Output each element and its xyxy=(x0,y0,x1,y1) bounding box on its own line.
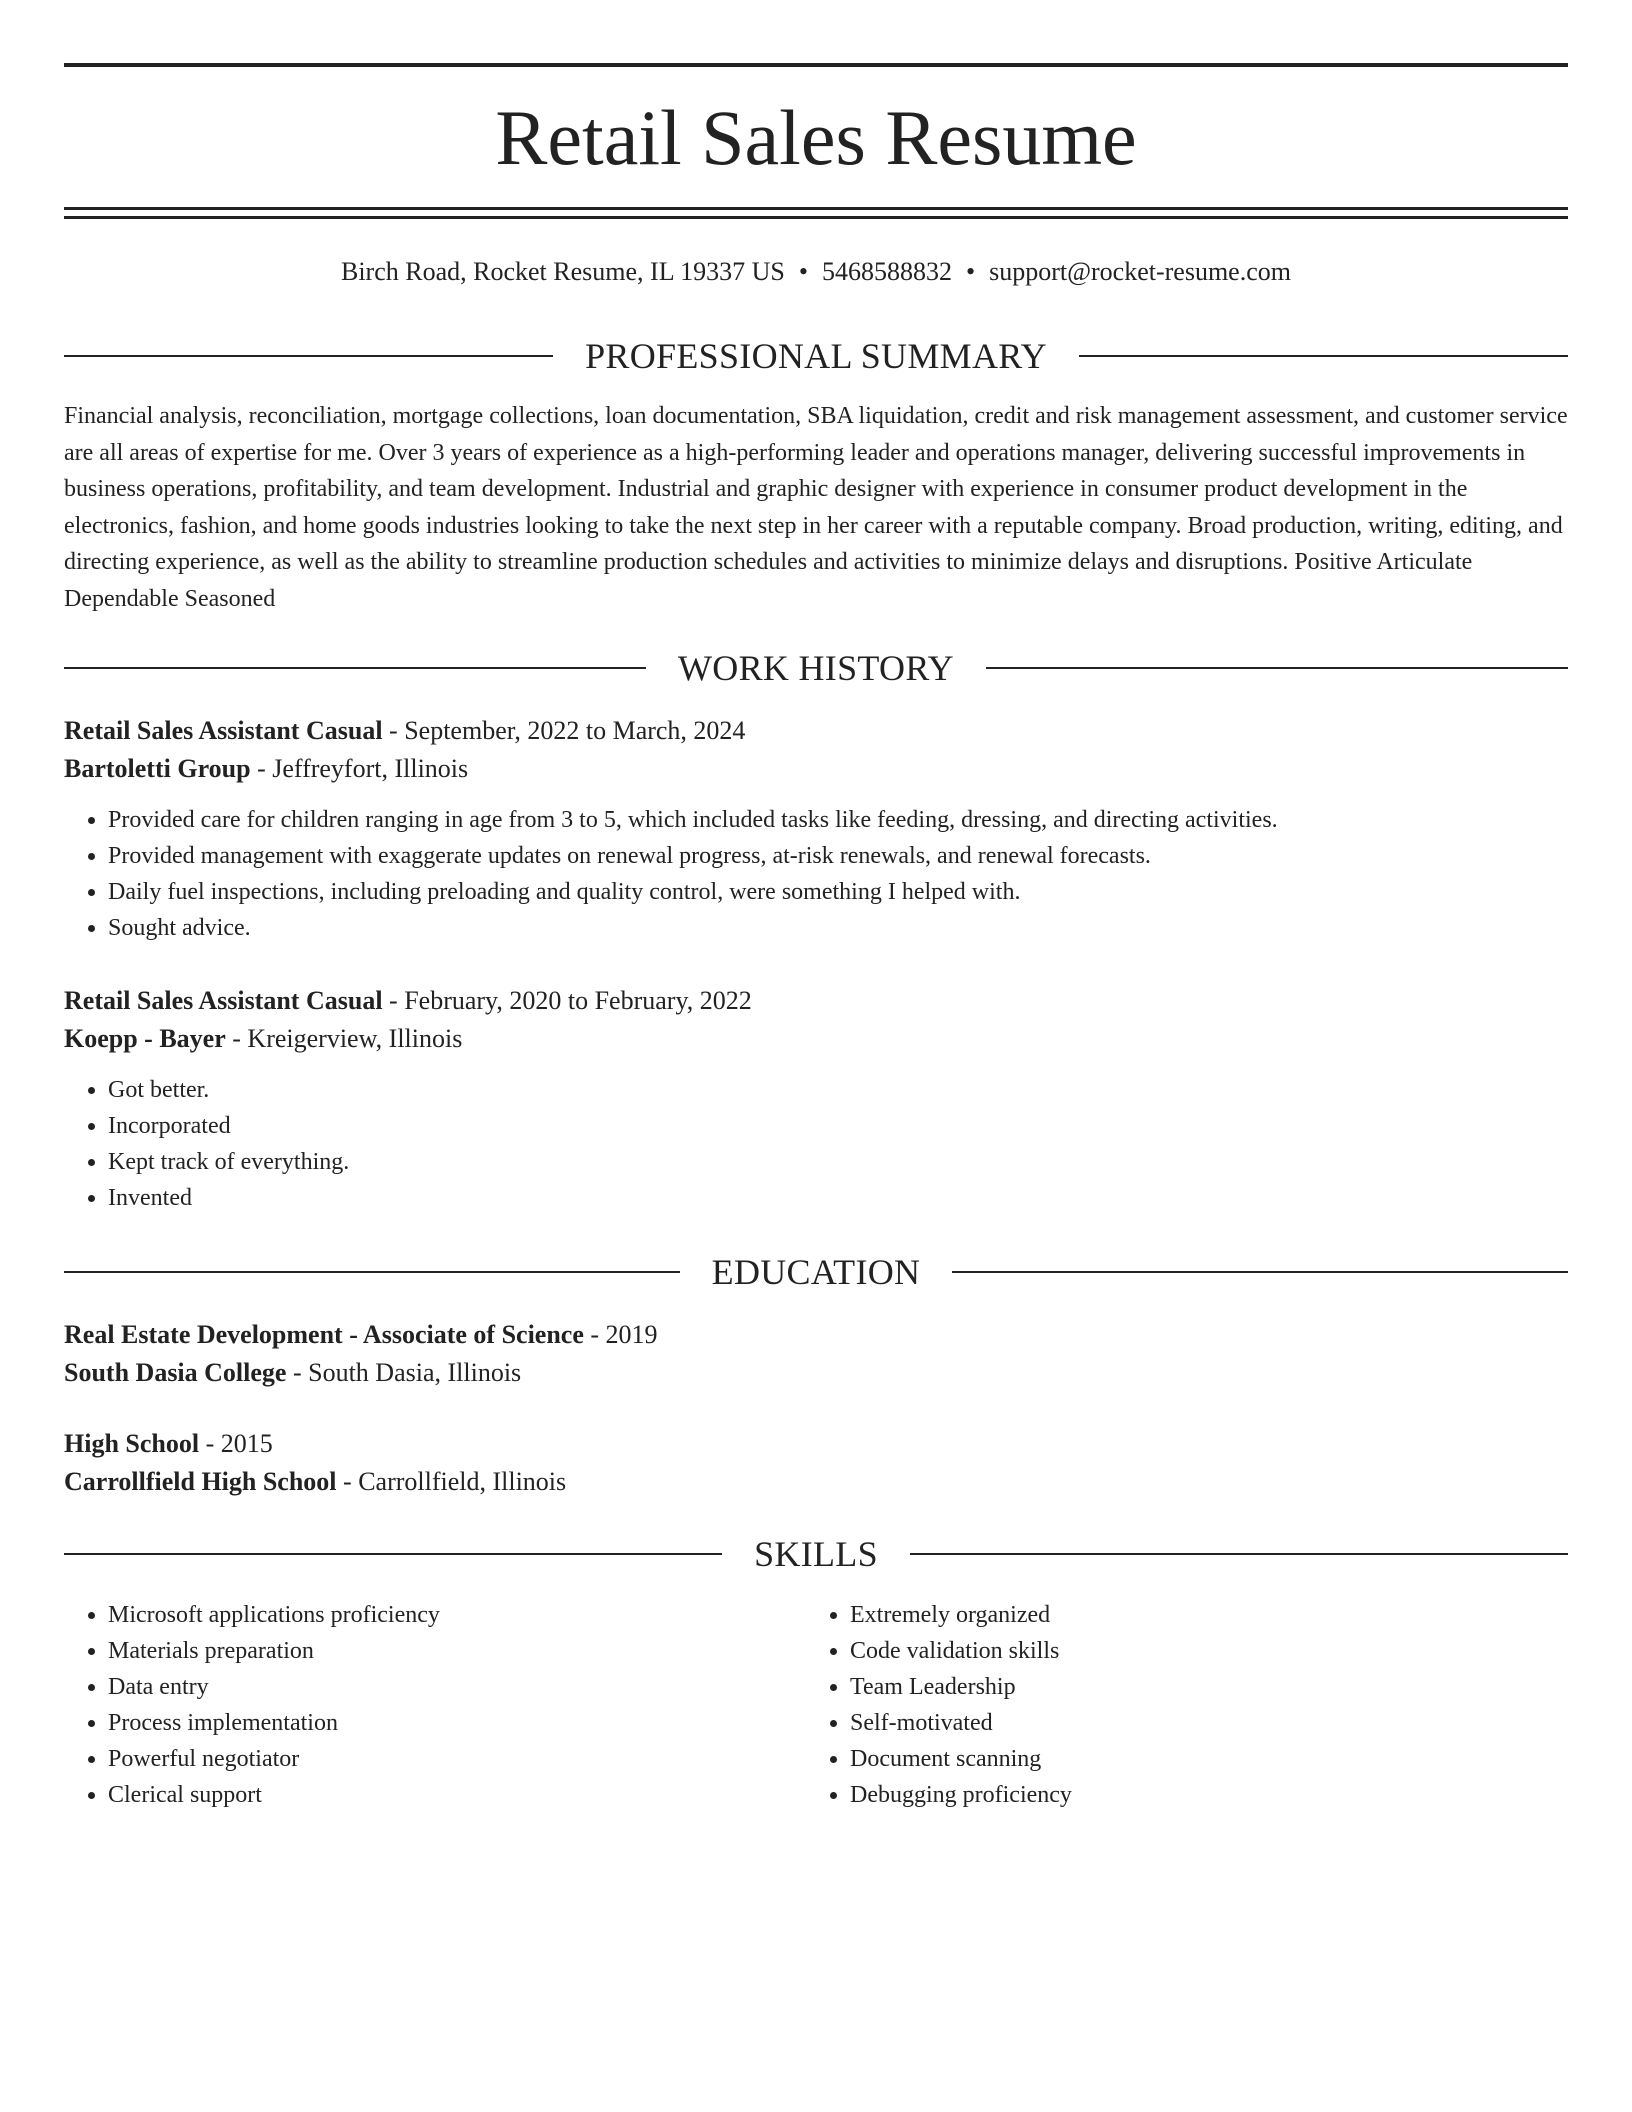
contact-separator: • xyxy=(965,257,976,286)
skill-item: • Debugging proficiency xyxy=(850,1777,1548,1813)
education-school: Carrollfield High School xyxy=(64,1467,337,1496)
job-bullet: • Got better. xyxy=(108,1072,1568,1108)
summary-text: Financial analysis, reconciliation, mortgage collections, loan documentation, SBA liquidation, credit and risk management assessment, and customer service are all areas of expertise for me. Over 3 years of experience as a high-performing leader and operations manager, delivering successful improvements in business operations, profitability, and team development. Industrial and graphic designer with experience in consumer product development in the electronics, fashion, and home goods industries looking to take the next step in her career with a reputable company. Broad production, writing, editing, and directing experience, as well as the ability to streamline production schedules and activities to minimize delays and disruptions. Positive Articulate Dependable Seasoned xyxy=(64,403,1568,612)
heading-rule-right xyxy=(1079,355,1568,357)
skills-list xyxy=(64,1597,1568,1813)
title-rule-upper xyxy=(64,207,1568,210)
contact-email: support@rocket-resume.com xyxy=(989,257,1291,286)
job-bullet: • Kept track of everything. xyxy=(108,1144,1568,1180)
education-entry xyxy=(64,1316,1568,1392)
skills-heading xyxy=(64,1532,1568,1576)
job-title-line xyxy=(64,982,1568,1020)
resume-title: Retail Sales Resume xyxy=(495,94,1137,181)
job-title: Retail Sales Assistant Casual xyxy=(64,716,383,745)
job-company-line xyxy=(64,750,1568,788)
work-heading xyxy=(64,646,1568,690)
job-bullets xyxy=(64,802,1568,946)
skill-item: • Process implementation xyxy=(108,1705,806,1741)
education-heading-label: EDUCATION xyxy=(711,1252,921,1292)
contact-line xyxy=(64,255,1568,289)
skill-item: • Document scanning xyxy=(850,1741,1548,1777)
education-location: - Carrollfield, Illinois xyxy=(336,1467,567,1496)
summary-heading xyxy=(64,334,1568,378)
education-degree-line xyxy=(64,1316,1568,1354)
job-bullet: • Provided care for children ranging in age from 3 to 5, which included tasks like feeding, dressing, and directing activities. xyxy=(108,802,1568,838)
work-heading-label: WORK HISTORY xyxy=(678,648,954,688)
job-entry xyxy=(64,982,1568,1216)
contact-separator: • xyxy=(798,257,808,286)
contact-address: Birch Road, Rocket Resume, IL 19337 US xyxy=(340,257,785,286)
heading-rule-right xyxy=(910,1553,1568,1555)
job-location: - Jeffreyfort, Illinois xyxy=(250,754,469,783)
job-dates: - February, 2020 to February, 2022 xyxy=(382,986,752,1015)
title-rule-lower xyxy=(64,216,1568,219)
skill-item: • Data entry xyxy=(108,1669,806,1705)
job-location: - Kreigerview, Illinois xyxy=(225,1024,463,1053)
education-entry xyxy=(64,1425,1568,1501)
education-location: - South Dasia, Illinois xyxy=(286,1358,522,1387)
skills-column-right xyxy=(806,1597,1548,1813)
heading-rule-right xyxy=(952,1271,1568,1273)
job-dates: - September, 2022 to March, 2024 xyxy=(382,716,746,745)
heading-rule-left xyxy=(64,667,646,669)
job-bullet: • Incorporated xyxy=(108,1108,1568,1144)
job-title-line xyxy=(64,712,1568,750)
education-degree-line xyxy=(64,1425,1568,1463)
top-rule xyxy=(64,63,1568,67)
job-bullet: • Sought advice. xyxy=(108,910,1568,946)
education-year: - 2019 xyxy=(583,1320,658,1349)
job-company-line xyxy=(64,1020,1568,1058)
heading-rule-left xyxy=(64,1271,680,1273)
education-degree: High School xyxy=(64,1429,200,1458)
job-bullet: • Provided management with exaggerate updates on renewal progress, at-risk renewals, and renewal forecasts. xyxy=(108,838,1568,874)
skills-heading-label: SKILLS xyxy=(754,1534,878,1574)
job-entry xyxy=(64,712,1568,946)
skill-item: • Materials preparation xyxy=(108,1633,806,1669)
contact-phone: 5468588832 xyxy=(821,257,952,286)
skill-item: • Clerical support xyxy=(108,1777,806,1813)
skill-item: • Extremely organized xyxy=(850,1597,1548,1633)
job-bullets xyxy=(64,1072,1568,1216)
education-year: - 2015 xyxy=(199,1429,273,1458)
skill-item: • Code validation skills xyxy=(850,1633,1548,1669)
skill-item: • Microsoft applications proficiency xyxy=(108,1597,806,1633)
job-bullet: • Invented xyxy=(108,1180,1568,1216)
job-company: Koepp - Bayer xyxy=(64,1024,226,1053)
summary-heading-label: PROFESSIONAL SUMMARY xyxy=(585,336,1047,376)
skills-column-left xyxy=(64,1597,806,1813)
skill-item: • Self-motivated xyxy=(850,1705,1548,1741)
heading-rule-left xyxy=(64,1553,722,1555)
education-school-line xyxy=(64,1354,1568,1392)
education-degree: Real Estate Development - Associate of Science xyxy=(64,1320,584,1349)
education-school: South Dasia College xyxy=(64,1358,287,1387)
job-bullet: • Daily fuel inspections, including preloading and quality control, were something I helped with. xyxy=(108,874,1568,910)
skill-item: • Powerful negotiator xyxy=(108,1741,806,1777)
education-school-line xyxy=(64,1463,1568,1501)
heading-rule-right xyxy=(986,667,1568,669)
skill-item: • Team Leadership xyxy=(850,1669,1548,1705)
job-title: Retail Sales Assistant Casual xyxy=(64,986,383,1015)
education-heading xyxy=(64,1250,1568,1294)
job-company: Bartoletti Group xyxy=(64,754,251,783)
heading-rule-left xyxy=(64,355,553,357)
